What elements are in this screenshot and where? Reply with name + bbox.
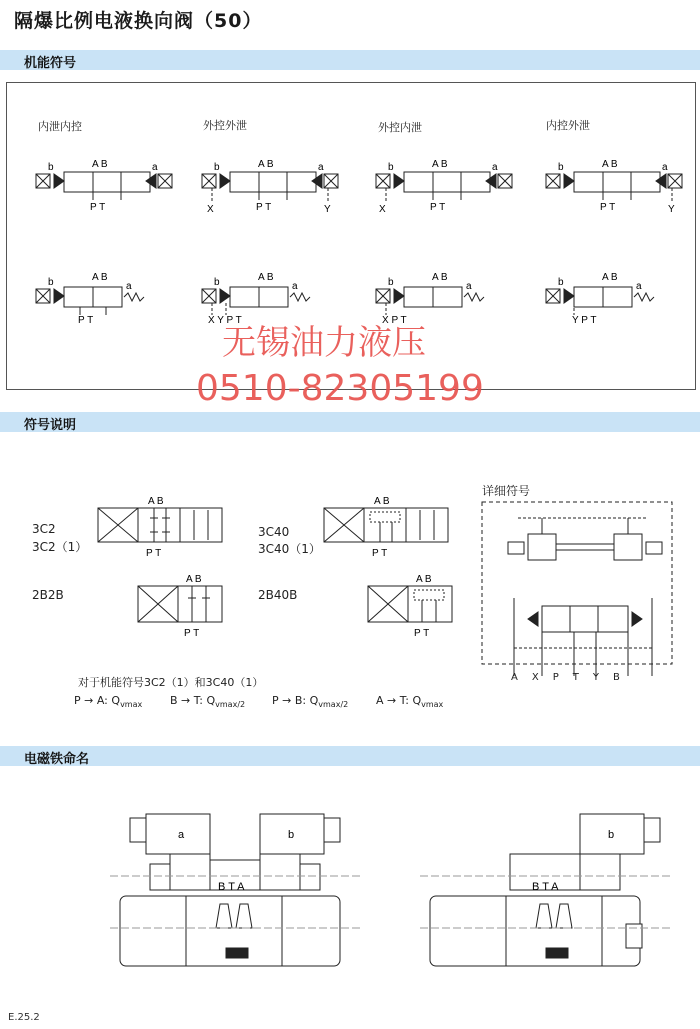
- port-label: B: [612, 672, 634, 683]
- flow-q: Q: [412, 694, 422, 707]
- sol-a-label: a: [178, 829, 185, 841]
- section-title: 电磁铁命名: [24, 752, 90, 767]
- valve-drawing-double-solenoid: [110, 808, 360, 978]
- svg-text:P T: P T: [372, 548, 388, 559]
- flow-sub: vmax/2: [215, 700, 246, 710]
- svg-text:A B: A B: [416, 574, 432, 585]
- svg-text:b: b: [388, 162, 394, 173]
- svg-text:Y: Y: [668, 204, 675, 215]
- detail-symbol: [478, 498, 678, 686]
- svg-text:A B: A B: [92, 159, 108, 170]
- svg-text:A B: A B: [258, 272, 274, 283]
- svg-text:A B: A B: [258, 159, 274, 170]
- svg-text:P T: P T: [90, 202, 106, 213]
- svg-text:A B: A B: [602, 272, 618, 283]
- svg-text:X: X: [207, 204, 214, 215]
- symbol-label: 外控内泄: [378, 121, 422, 134]
- valve-drawing-single-solenoid: [420, 808, 670, 978]
- flow-q: Q: [309, 694, 319, 707]
- svg-text:X P T: X P T: [382, 315, 407, 326]
- code-3c40: 3C40: [258, 525, 290, 539]
- port-label: A: [511, 672, 532, 683]
- valve-symbol-2pos-y: [540, 265, 670, 327]
- svg-text:a: a: [636, 281, 642, 292]
- svg-text:a: a: [292, 281, 298, 292]
- svg-text:b: b: [388, 277, 394, 288]
- flow-item: [74, 694, 142, 709]
- port-label: P: [552, 672, 573, 683]
- ports-ab: A B: [148, 496, 164, 507]
- svg-text:P T: P T: [600, 202, 616, 213]
- svg-text:b: b: [214, 277, 220, 288]
- flow-sub: vmax: [421, 700, 444, 710]
- valve-symbol-external-external: [196, 152, 346, 216]
- section-title: 符号说明: [24, 418, 77, 433]
- flow-q: Q: [111, 694, 121, 707]
- svg-text:P T: P T: [256, 202, 272, 213]
- port-label: T: [572, 672, 593, 683]
- code-2b2b: 2B2B: [32, 588, 64, 602]
- code-3c40-1: 3C40（1）: [258, 542, 321, 556]
- svg-text:b: b: [214, 162, 220, 173]
- flow-item: [272, 694, 348, 709]
- symbol-3c2: [96, 492, 226, 562]
- svg-text:X Y P T: X Y P T: [208, 315, 242, 326]
- svg-text:P T: P T: [184, 628, 200, 639]
- svg-text:a: a: [126, 281, 132, 292]
- sol-b-label: b: [288, 829, 295, 841]
- flow-path: B → T:: [170, 694, 203, 707]
- page-footer: E.25.2: [8, 1012, 40, 1023]
- svg-text:b: b: [558, 277, 564, 288]
- svg-text:A B: A B: [92, 272, 108, 283]
- ports-label: B T A: [532, 881, 559, 893]
- svg-text:A B: A B: [374, 496, 390, 507]
- flow-path: P → A:: [74, 694, 108, 707]
- port-label: X: [531, 672, 553, 683]
- flow-path: A → T:: [376, 694, 409, 707]
- svg-text:A B: A B: [186, 574, 202, 585]
- sol-b-label: b: [608, 829, 615, 841]
- ports-label: B T A: [218, 881, 245, 893]
- symbol-2b2b: [136, 568, 226, 640]
- section-bar-symbol-notes: [0, 412, 700, 432]
- svg-text:P T: P T: [430, 202, 446, 213]
- symbol-label: 内泄内控: [38, 120, 82, 133]
- symbol-label: 内控外泄: [546, 119, 590, 132]
- svg-text:Y: Y: [324, 204, 331, 215]
- svg-text:Y P T: Y P T: [572, 315, 597, 326]
- flow-sub: vmax: [120, 700, 143, 710]
- section-bar-solenoid-naming: [0, 746, 700, 766]
- watermark-phone: 0510-82305199: [196, 368, 484, 409]
- ports-pt: P T: [146, 548, 162, 559]
- detail-ports: [511, 672, 634, 683]
- symbol-3c40: [322, 492, 452, 562]
- svg-text:X: X: [379, 204, 386, 215]
- flow-item: [170, 694, 245, 709]
- code-3c2-1: 3C2（1）: [32, 540, 88, 554]
- svg-text:P T: P T: [78, 315, 94, 326]
- detail-title: 详细符号: [482, 484, 531, 498]
- svg-text:a: a: [466, 281, 472, 292]
- symbol-label: 外控外泄: [203, 119, 247, 132]
- svg-text:b: b: [558, 162, 564, 173]
- valve-symbol-external-internal: [370, 152, 520, 216]
- code-3c2: 3C2: [32, 522, 56, 536]
- flow-q: Q: [206, 694, 216, 707]
- valve-symbol-internal-internal: [30, 152, 180, 216]
- svg-text:a: a: [662, 162, 668, 173]
- svg-text:b: b: [48, 162, 54, 173]
- svg-text:a: a: [318, 162, 324, 173]
- port-label: Y: [592, 672, 613, 683]
- code-2b40b: 2B40B: [258, 588, 298, 602]
- valve-symbol-internal-external: [540, 152, 690, 216]
- flow-sub: vmax/2: [318, 700, 349, 710]
- page-title: 隔爆比例电液换向阀（50）: [14, 10, 263, 32]
- note-line: 对于机能符号3C2（1）和3C40（1）: [78, 676, 264, 689]
- svg-text:a: a: [492, 162, 498, 173]
- svg-text:b: b: [48, 277, 54, 288]
- section-title: 机能符号: [24, 56, 77, 71]
- symbol-2b40b: [366, 568, 456, 640]
- valve-symbol-2pos: [30, 265, 160, 327]
- flow-item: [376, 694, 443, 709]
- svg-text:A B: A B: [432, 272, 448, 283]
- watermark-company: 无锡油力液压: [222, 323, 426, 363]
- svg-text:P T: P T: [414, 628, 430, 639]
- flow-path: P → B:: [272, 694, 307, 707]
- svg-text:A B: A B: [432, 159, 448, 170]
- svg-text:A B: A B: [602, 159, 618, 170]
- svg-text:a: a: [152, 162, 158, 173]
- section-bar-function-symbols: [0, 50, 700, 70]
